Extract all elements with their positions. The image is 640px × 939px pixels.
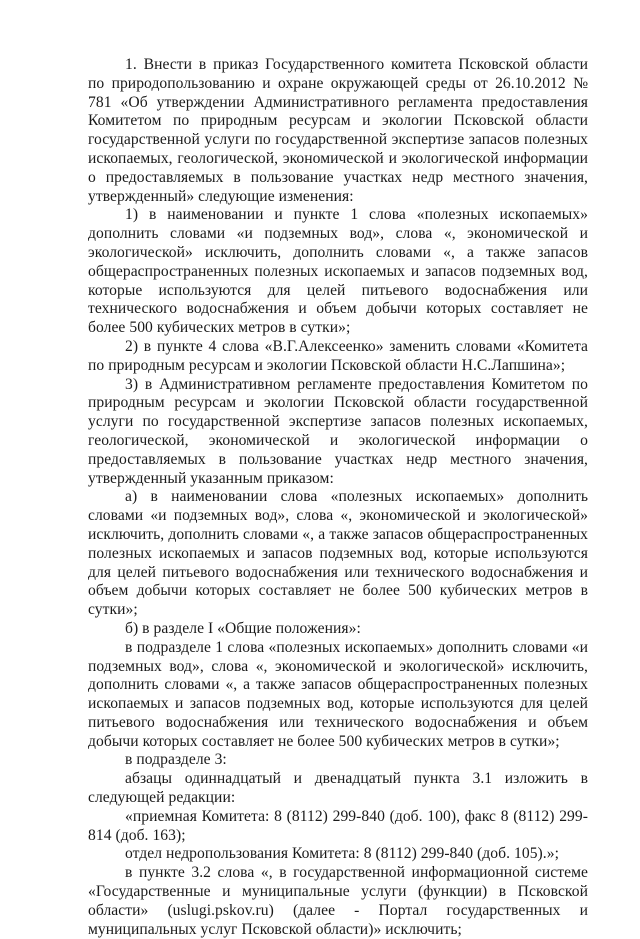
paragraph-subsection-3: в подразделе 3: (125, 751, 227, 769)
paragraph-subsoil-dept-phone: отдел недропользования Комитета: 8 (8112) 299-840 (доб. 105).»; (125, 845, 559, 863)
paragraph-subitem-b: б) в разделе I «Общие положения»: (125, 619, 361, 637)
paragraph-subitem-a: а) в наименовании слова «полезных ископаемых» дополнить словами «и подземных вод», слова «, экономической и экологической» исключить, дополнить словами «, а также запасов общераспространенных полезных ископаемых и запасов подземных вод, которые используются для целей питьевого водоснабжения или технического водоснабжения и объем добычи которых составляет не более 500 кубических метров в сутки»; (88, 488, 588, 619)
paragraph-subsection-1: в подразделе 1 слова «полезных ископаемых» дополнить словами «и подземных вод», слова «, экономической и экологической» исключить, дополнить словами «, а также запасов общераспространенных полезных ископаемых и запасов подземных вод, которые используются для целей питьевого водоснабжения или технического водоснабжения и объем добычи которых составляет не более 500 кубических метров в сутки»; (88, 638, 588, 750)
paragraph-clause-3-2: в пункте 3.2 слова «, в государственной информационной системе «Государственные и муниципальные услуги (функции) в Псковской области» (uslugi.pskov.ru) (далее - Портал государственных и муниципальных услуг Псковской области)» исключить; (88, 864, 588, 938)
paragraph-clause-3-1: абзацы одиннадцатый и двенадцатый пункта 3.1 изложить в следующей редакции: (88, 770, 588, 807)
paragraph-subitem-2: 2) в пункте 4 слова «В.Г.Алексеенко» заменить словами «Комитета по природным ресурсам и экологии Псковской области Н.С.Лапшина»; (88, 337, 588, 374)
paragraph-reception-phone: «приемная Комитета: 8 (8112) 299-840 (доб. 100), факс 8 (8112) 299-814 (доб. 163); (88, 807, 588, 844)
document-page (88, 56, 588, 939)
paragraph-subitem-3: 3) в Административном регламенте предоставления Комитетом по природным ресурсам и экологии Псковской области государственной услуги по государственной экспертизе запасов полезных ископаемых, геологической, экономической и экологической информации о предоставляемых в пользование участках недр местного значения, утвержденный указанным приказом: (88, 375, 588, 487)
paragraph-item-1: 1. Внести в приказ Государственного комитета Псковской области по природопользованию и охране окружающей среды от 26.10.2012 № 781 «Об утверждении Административного регламента предоставления Комитетом по природным ресурсам и экологии Псковской области государственной услуги по государственной экспертизе запасов полезных ископаемых, геологической, экономической и экологической информации о предоставляемых в пользование участках недр местного значения, утвержденный» следующие изменения: (88, 56, 588, 205)
paragraph-subitem-1: 1) в наименовании и пункте 1 слова «полезных ископаемых» дополнить словами «и подземных вод», слова «, экономической и экологической» исключить, дополнить словами «, а также запасов общераспространенных полезных ископаемых и запасов подземных вод, которые используются для целей питьевого водоснабжения или технического водоснабжения и объем добычи которых составляет не более 500 кубических метров в сутки»; (88, 206, 588, 337)
